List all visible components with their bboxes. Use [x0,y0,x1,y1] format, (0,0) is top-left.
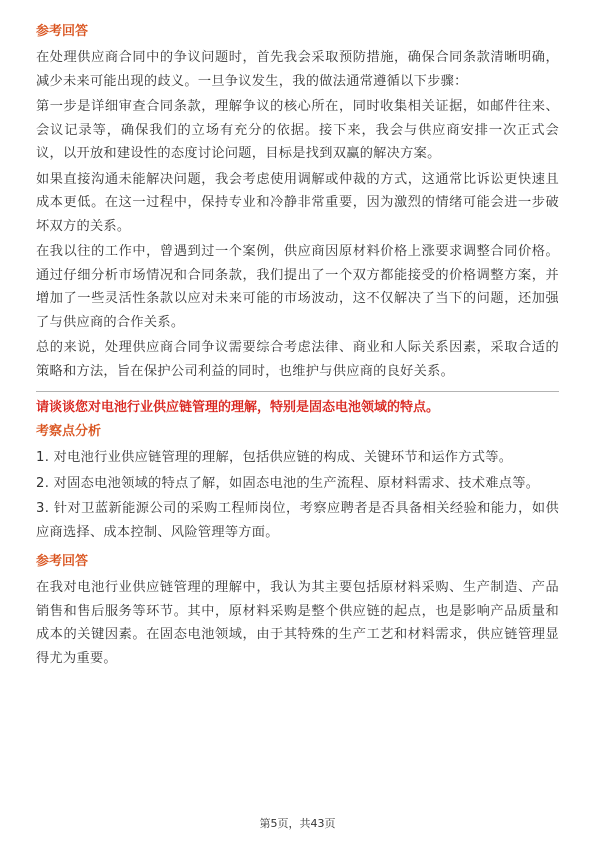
answer-paragraph: 总的来说，处理供应商合同争议需要综合考虑法律、商业和人际关系因素，采取合适的策略和方法，旨在保护公司利益的同时，也维护与供应商的良好关系。 [36,340,559,379]
answer-heading: 参考回答 [36,554,89,569]
answer-heading: 参考回答 [36,24,89,39]
page-number: 第5页，共43页 [259,817,336,830]
answer-paragraph: 如果直接沟通未能解决问题，我会考虑使用调解或仲裁的方式，这通常比诉讼更快速且成本更低。在这一过程中，保持专业和冷静非常重要，因为激烈的情绪可能会进一步破坏双方的关系。 [36,171,559,234]
answer-paragraph: 在我对电池行业供应链管理的理解中，我认为其主要包括原材料采购、生产制造、产品销售和售后服务等环节。其中，原材料采购是整个供应链的起点，也是影响产品质量和成本的关键因素。在固态电池领域，由于其特殊的生产工艺和材料需求，供应链管理显得尤为重要。 [36,580,559,666]
analysis-item: 1. 对电池行业供应链管理的理解，包括供应链的构成、关键环节和运作方式等。 [36,450,513,465]
section-divider [36,391,559,392]
answer-paragraph: 在我以往的工作中，曾遇到过一个案例，供应商因原材料价格上涨要求调整合同价格。通过仔细分析市场情况和合同条款，我们提出了一个双方都能接受的价格调整方案，并增加了一些灵活性条款以应对未来可能的市场波动，这不仅解决了当下的问题，还加强了与供应商的合作关系。 [36,244,559,330]
answer-paragraph: 在处理供应商合同中的争议问题时，首先我会采取预防措施，确保合同条款清晰明确，减少未来可能出现的歧义。一旦争议发生，我的做法通常遵循以下步骤： [36,50,559,89]
interview-question: 请谈谈您对电池行业供应链管理的理解，特别是固态电池领域的特点。 [36,400,440,415]
analysis-item: 2. 对固态电池领域的特点了解，如固态电池的生产流程、原材料需求、技术难点等。 [36,475,540,491]
analysis-item: 3. 针对卫蓝新能源公司的采购工程师岗位，考察应聘者是否具备相关经验和能力，如供应商选择、成本控制、风险管理等方面。 [36,501,559,540]
answer-paragraph: 第一步是详细审查合同条款，理解争议的核心所在，同时收集相关证据，如邮件往来、会议记录等，确保我们的立场有充分的依据。接下来，我会与供应商安排一次正式会议，以开放和建设性的态度讨论问题，目标是找到双赢的解决方案。 [36,99,559,161]
analysis-heading: 考察点分析 [36,424,102,439]
page-content [36,22,559,672]
